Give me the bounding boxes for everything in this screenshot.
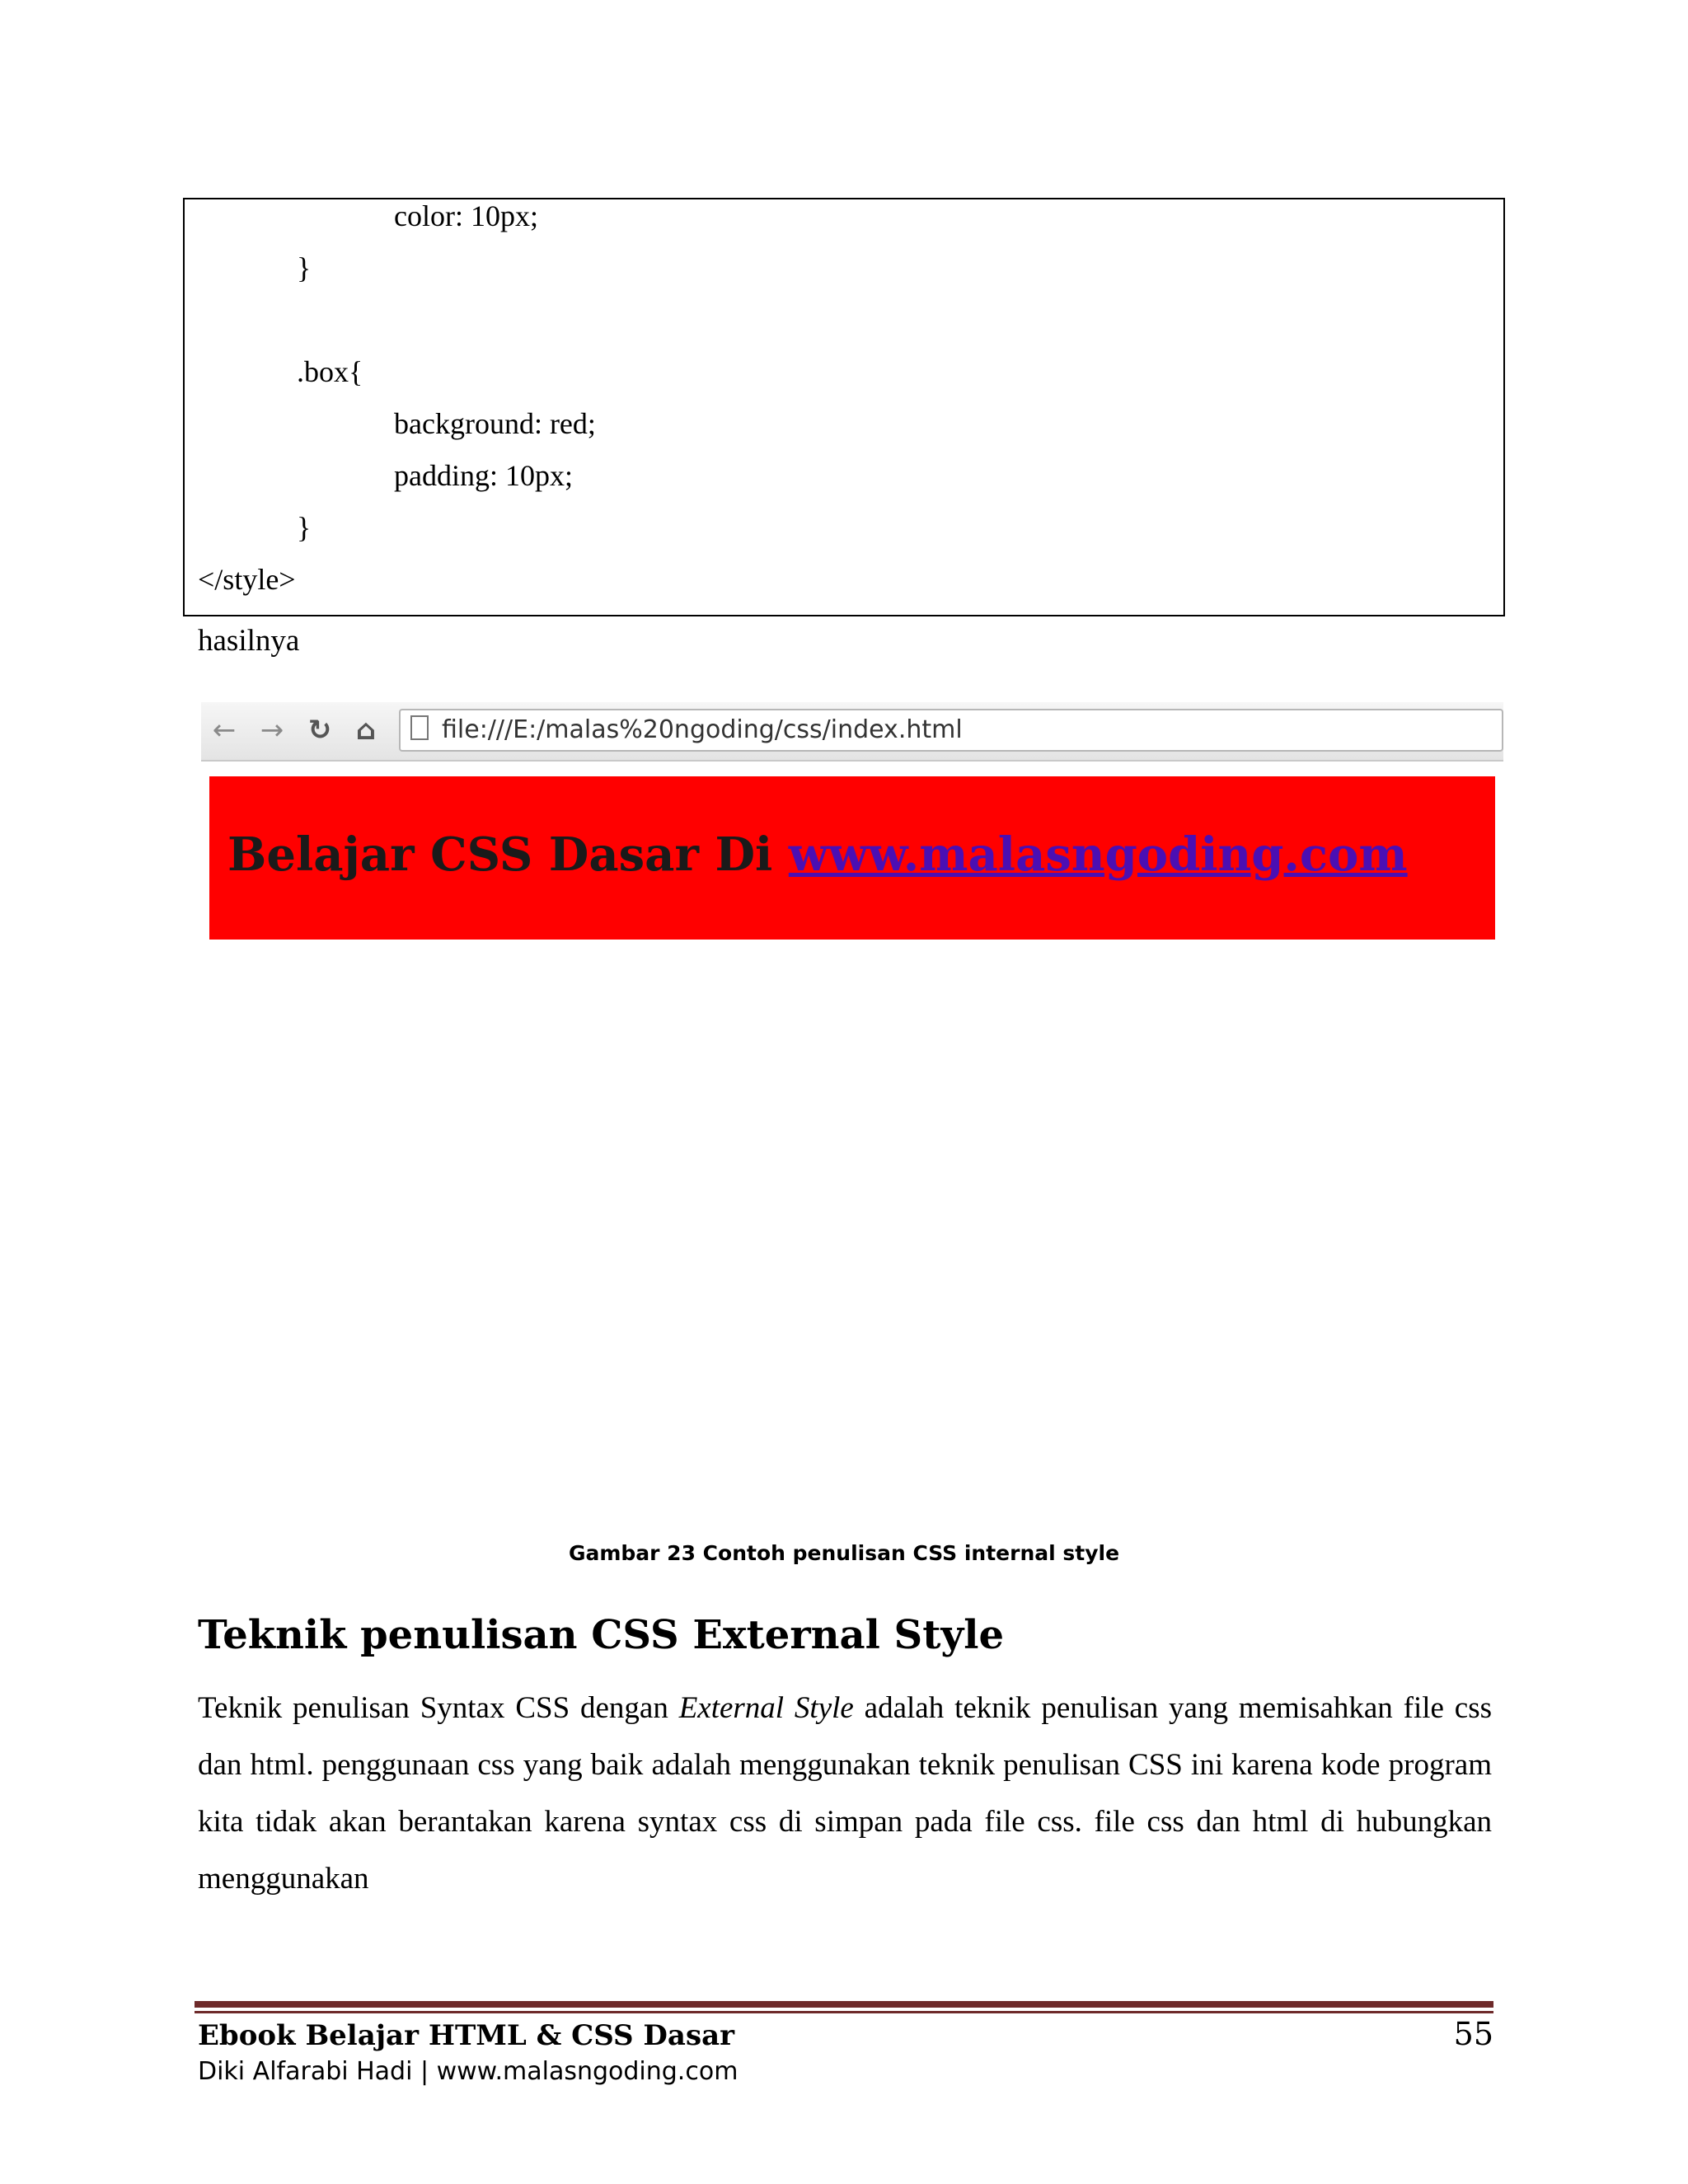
footer-author: Diki Alfarabi Hadi | www.malasngoding.com	[198, 2057, 738, 2086]
result-label: hasilnya	[198, 624, 300, 658]
figure-caption: Gambar 23 Contoh penulisan CSS internal style	[568, 1541, 1120, 1565]
page-icon	[410, 715, 429, 740]
home-icon[interactable]: ⌂	[355, 714, 377, 747]
footer-rule	[195, 2001, 1493, 2008]
box-text-plain: Belajar CSS Dasar Di	[227, 827, 789, 882]
code-line: }	[297, 511, 312, 544]
code-line: }	[297, 251, 312, 284]
footer-rule-thin	[195, 2011, 1493, 2013]
arrow-right-icon[interactable]: →	[260, 714, 284, 747]
para-text-cont: adalah teknik penulisan yang memisahkan file css dan html. penggunaan css yang baik adalah menggunakan teknik penulisan CSS ini karena kode program kita tidak akan berantakan karena syntax css di simpan pada file css. file css dan html di hubungkan menggunakan	[198, 1691, 1492, 1896]
browser-toolbar	[201, 702, 1503, 762]
para-italic: External Style	[678, 1691, 854, 1725]
browser-screenshot	[201, 702, 1503, 941]
code-block	[183, 198, 1505, 616]
reload-icon[interactable]: ↻	[307, 714, 332, 747]
url-text[interactable]: file:///E:/malas%20ngoding/css/index.html	[442, 715, 963, 744]
box-text	[227, 826, 1408, 883]
footer-title: Ebook Belajar HTML & CSS Dasar	[198, 2019, 735, 2052]
arrow-left-icon[interactable]: ←	[212, 714, 237, 747]
page-number: 55	[1453, 2016, 1493, 2052]
code-line: background: red;	[394, 407, 596, 440]
code-line: .box{	[297, 355, 363, 388]
box-link[interactable]: www.malasngoding.com	[788, 827, 1408, 882]
para-text: Teknik penulisan Syntax CSS dengan	[198, 1691, 679, 1725]
code-line: padding: 10px;	[394, 459, 573, 492]
red-box	[209, 776, 1495, 940]
section-paragraph	[198, 1680, 1492, 1907]
code-line: </style>	[198, 563, 296, 596]
code-line: color: 10px;	[394, 199, 538, 232]
address-bar[interactable]	[399, 709, 1503, 752]
section-heading: Teknik penulisan CSS External Style	[198, 1612, 1005, 1658]
